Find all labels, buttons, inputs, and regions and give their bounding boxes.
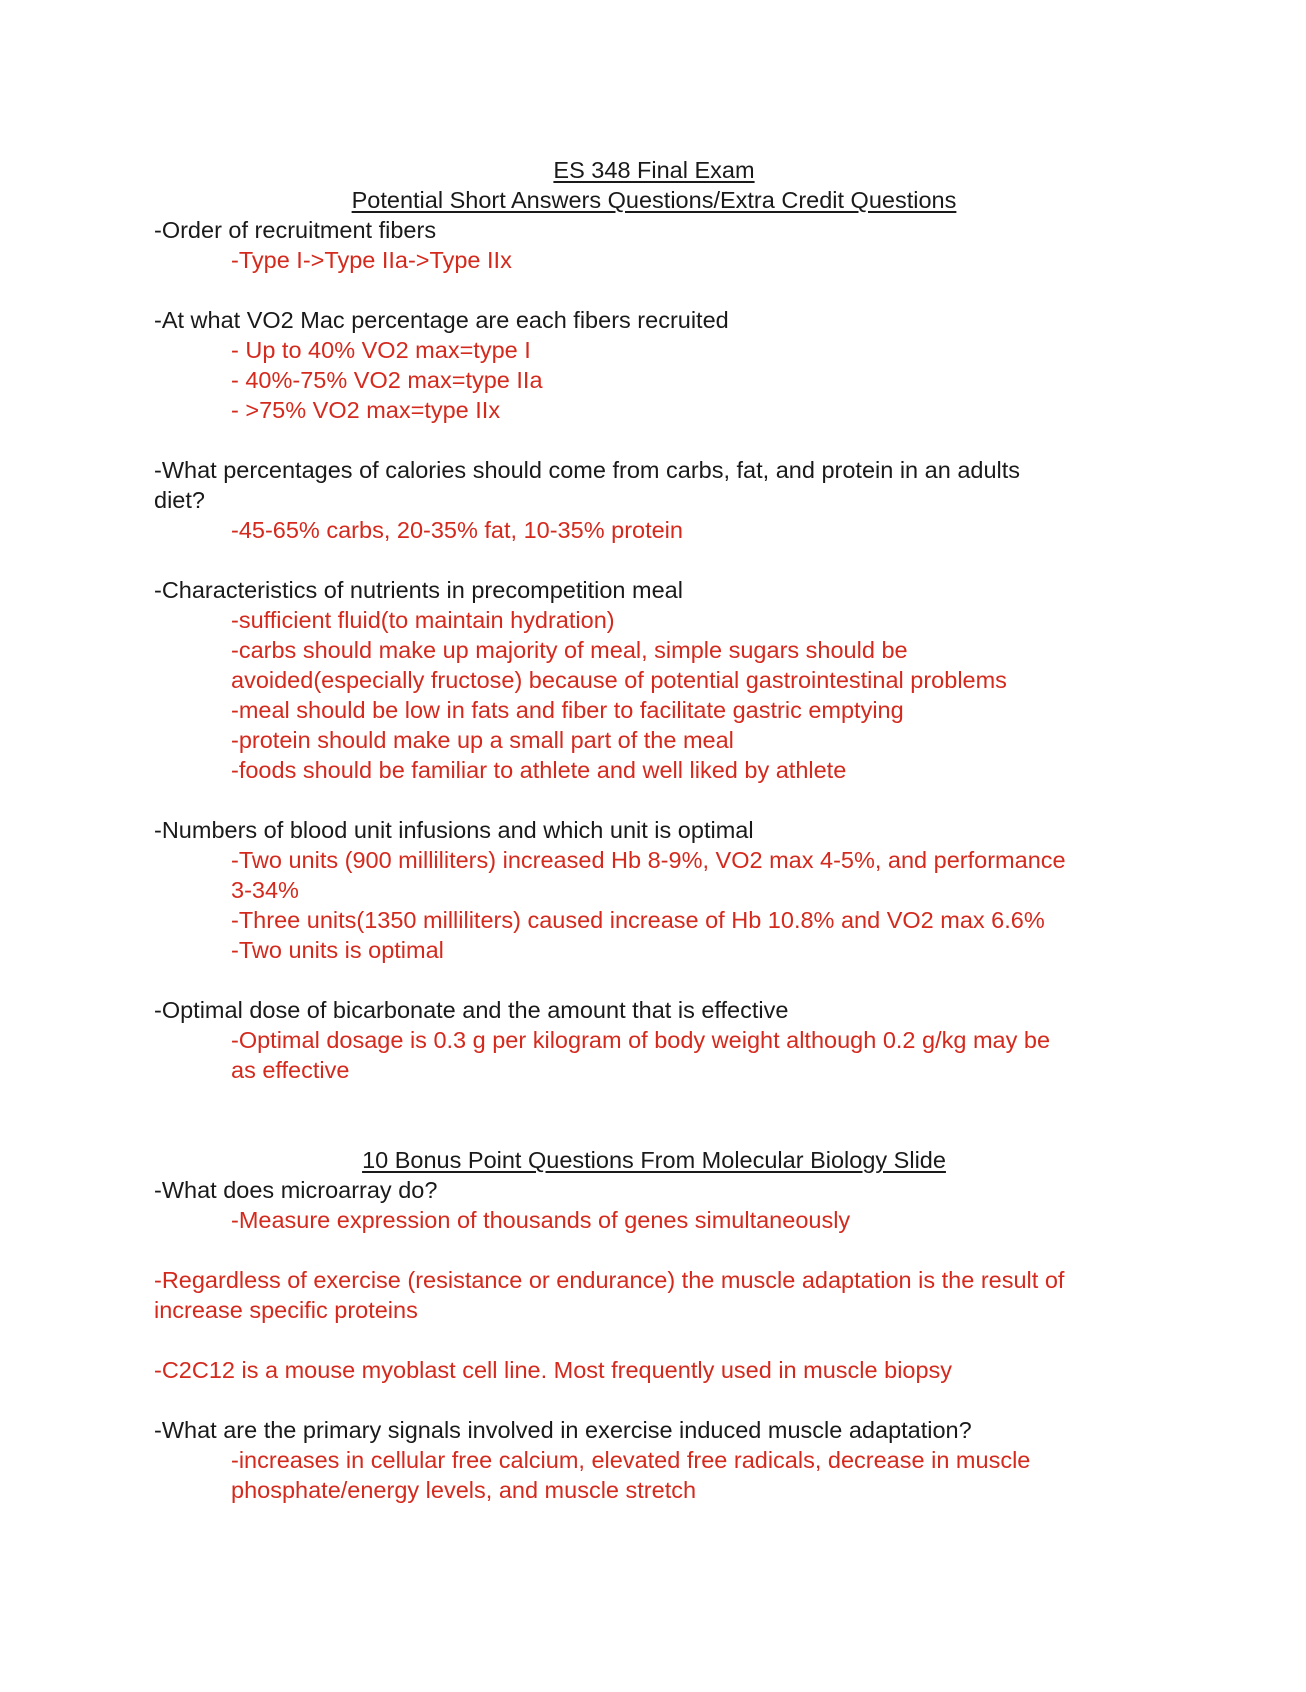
qa-block-recruitment-order [154, 215, 1154, 275]
document-body [154, 155, 1154, 1535]
statement-c2c12 [154, 1355, 1154, 1385]
question-text: -Characteristics of nutrients in precompetition meal [154, 577, 683, 603]
question-text: -What are the primary signals involved in exercise induced muscle adaptation? [154, 1417, 972, 1443]
answer-text: -45-65% carbs, 20-35% fat, 10-35% protein [231, 517, 683, 543]
answer-text: - Up to 40% VO2 max=type I [231, 337, 531, 363]
qa-block-vo2-percentage [154, 305, 1154, 425]
answer-text: -Type I->Type IIa->Type IIx [231, 247, 512, 273]
answer-text: -sufficient fluid(to maintain hydration) [231, 607, 615, 633]
question-text: -Numbers of blood unit infusions and which unit is optimal [154, 817, 754, 843]
statement-muscle-adaptation [154, 1265, 1154, 1325]
answer-text: -Three units(1350 milliliters) caused increase of Hb 10.8% and VO2 max 6.6% [231, 907, 1045, 933]
question-text: -What percentages of calories should come from carbs, fat, and protein in an adults [154, 457, 1021, 483]
answer-text: - >75% VO2 max=type IIx [231, 397, 501, 423]
qa-block-microarray [154, 1175, 1154, 1235]
answer-text: 3-34% [231, 877, 299, 903]
qa-block-blood-infusions [154, 815, 1154, 965]
bonus-heading: 10 Bonus Point Questions From Molecular Biology Slide [362, 1147, 946, 1173]
question-text: diet? [154, 487, 205, 513]
qa-block-calorie-percentages [154, 455, 1154, 545]
question-text: -At what VO2 Mac percentage are each fibers recruited [154, 307, 729, 333]
qa-block-primary-signals [154, 1415, 1154, 1505]
exam-title: ES 348 Final Exam [553, 157, 755, 183]
qa-block-precompetition-meal [154, 575, 1154, 785]
answer-text: phosphate/energy levels, and muscle stretch [231, 1477, 697, 1503]
section-spacer [154, 1115, 1154, 1145]
answer-text: as effective [231, 1057, 350, 1083]
answer-text: - 40%-75% VO2 max=type IIa [231, 367, 543, 393]
question-text: -What does microarray do? [154, 1177, 438, 1203]
answer-text: -meal should be low in fats and fiber to facilitate gastric emptying [231, 697, 904, 723]
statement-text: -C2C12 is a mouse myoblast cell line. Most frequently used in muscle biopsy [154, 1357, 953, 1383]
answer-text: -Measure expression of thousands of genes simultaneously [231, 1207, 851, 1233]
question-text: -Order of recruitment fibers [154, 217, 437, 243]
answer-text: -protein should make up a small part of the meal [231, 727, 734, 753]
answer-text: -carbs should make up majority of meal, simple sugars should be [231, 637, 908, 663]
exam-subtitle: Potential Short Answers Questions/Extra Credit Questions [351, 187, 957, 213]
answer-text: -Two units (900 milliliters) increased Hb 8-9%, VO2 max 4-5%, and performance [231, 847, 1066, 873]
answer-text: -foods should be familiar to athlete and well liked by athlete [231, 757, 847, 783]
answer-text: avoided(especially fructose) because of potential gastrointestinal problems [231, 667, 1007, 693]
qa-block-bicarbonate [154, 995, 1154, 1085]
question-text: -Optimal dose of bicarbonate and the amount that is effective [154, 997, 789, 1023]
statement-text: -Regardless of exercise (resistance or endurance) the muscle adaptation is the result of [154, 1267, 1065, 1293]
answer-text: -Two units is optimal [231, 937, 444, 963]
answer-text: -Optimal dosage is 0.3 g per kilogram of body weight although 0.2 g/kg may be [231, 1027, 1051, 1053]
statement-text: increase specific proteins [154, 1297, 418, 1323]
answer-text: -increases in cellular free calcium, elevated free radicals, decrease in muscle [231, 1447, 1031, 1473]
